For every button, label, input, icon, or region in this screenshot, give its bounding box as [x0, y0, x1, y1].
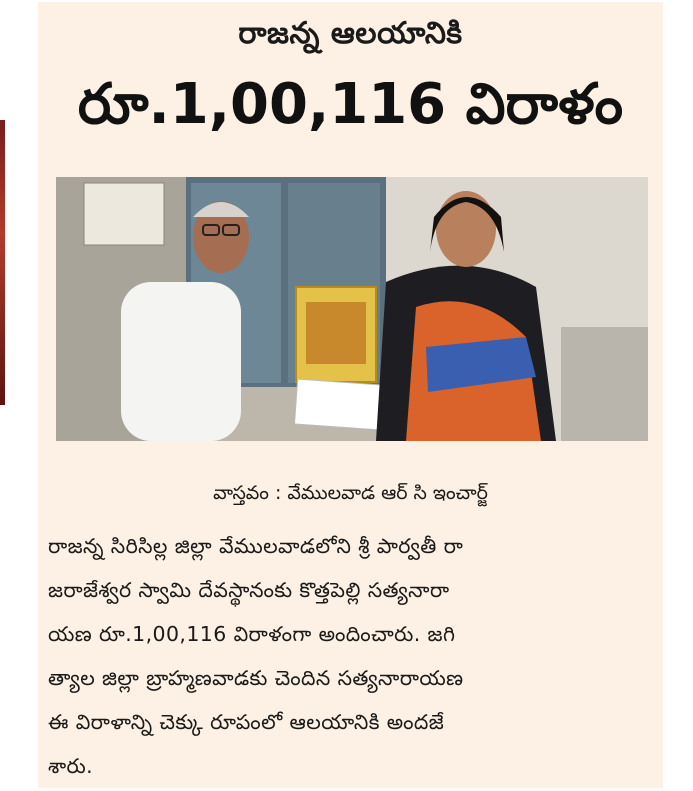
- article-body: [48, 524, 653, 788]
- body-line: త్యాల జిల్లా బ్రాహ్మణవాడకు చెందిన సత్యనారాయణ: [48, 666, 464, 690]
- photo-right-cabinet: [561, 327, 648, 441]
- photo-notice-paper: [84, 183, 164, 245]
- headline-main: రూ.1,00,116 విరాళం: [77, 72, 624, 137]
- adjacent-image-edge: [0, 120, 5, 405]
- adjacent-clip-edge: [0, 0, 34, 791]
- headline-kicker: రాజన్న ఆలయానికి: [238, 16, 463, 51]
- photo-woman-face: [436, 191, 496, 267]
- body-line: జరాజేశ్వర స్వామి దేవస్థానంకు కొత్తపెల్లి సత్యనారా: [48, 578, 450, 602]
- body-line: యణ రూ.1,00,116 విరాళంగా అందించారు. జగి: [48, 622, 456, 646]
- photo-caption: వాస్తవం : వేములవాడ ఆర్ సి ఇంచార్జ్: [213, 482, 488, 504]
- news-clipping: [38, 2, 663, 788]
- photo-deity-image: [306, 302, 366, 364]
- photo-man-shirt: [121, 282, 241, 441]
- body-line: రాజన్న సిరిసిల్ల జిల్లా వేములవాడలోని శ్రీ పార్వతీ రా: [48, 534, 464, 558]
- news-photo: [56, 177, 648, 441]
- photo-illustration: [56, 177, 648, 441]
- body-line: శారు.: [48, 754, 94, 778]
- photo-cheque: [294, 379, 382, 430]
- body-line: ఈ విరాళాన్ని చెక్కు రూపంలో ఆలయానికి అందజే: [48, 710, 445, 734]
